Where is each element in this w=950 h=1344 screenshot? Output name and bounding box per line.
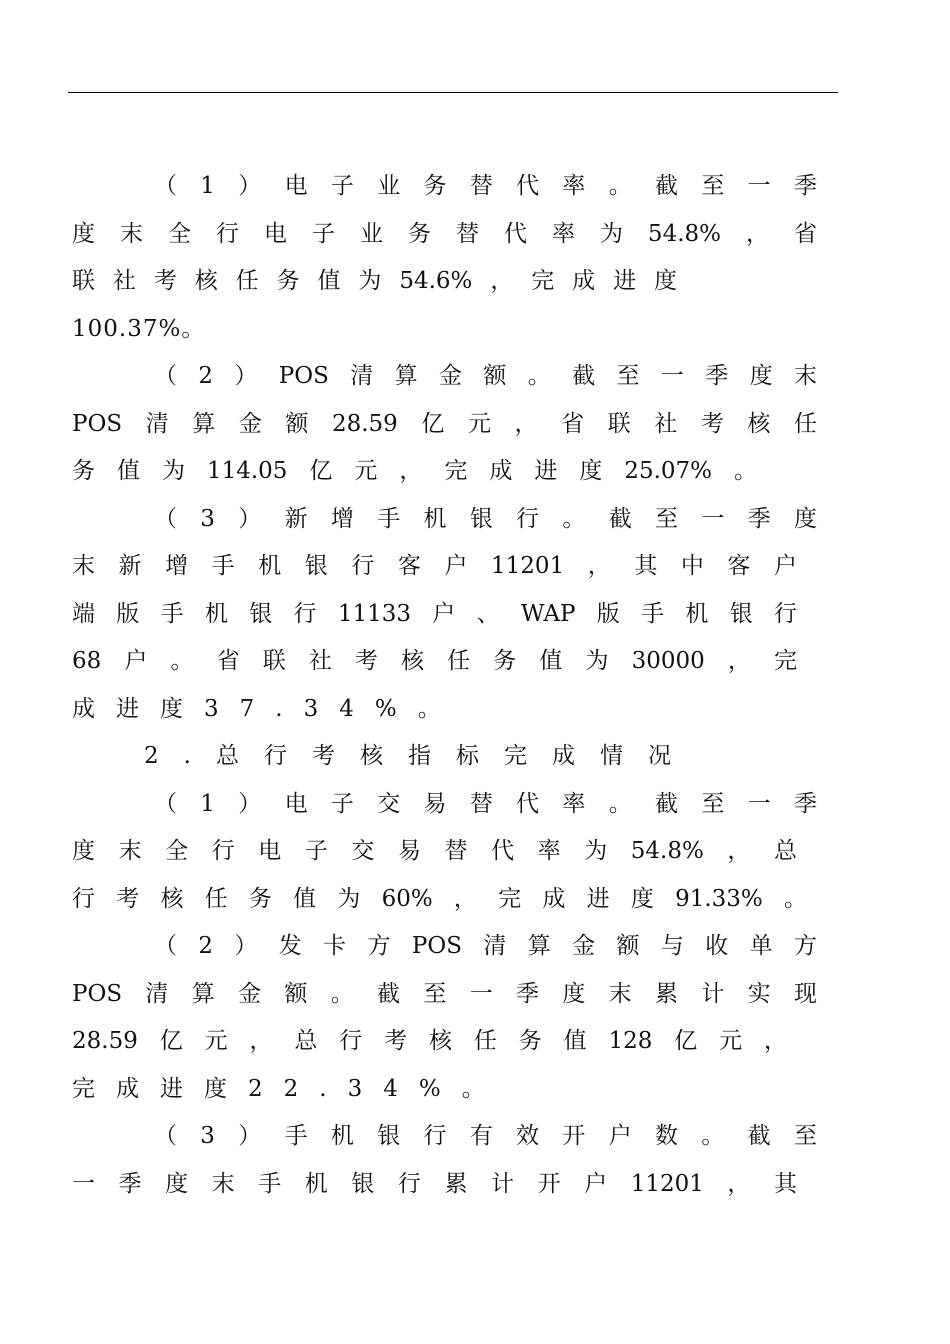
paragraph-line: 行考核任务值为60%，完成进度91.33%。 [72, 885, 807, 912]
paragraph-line: POS清算金额。截至一季度末累计实现 [72, 980, 817, 1007]
paragraph-line: 完成进度22.34%。 [72, 1075, 506, 1102]
paragraph-line: 一季度末手机银行累计开户11201，其 [72, 1170, 797, 1197]
section-heading: 2.总行考核指标完成情况 [144, 743, 696, 769]
paragraph-line: 端版手机银行11133户、WAP版手机银行 [72, 600, 797, 627]
paragraph-line: 末新增手机银行客户11201，其中客户 [72, 553, 797, 579]
paragraph-line: POS清算金额28.59亿元，省联社考核任 [72, 410, 817, 437]
paragraph-line: 务值为114.05亿元，完成进度25.07%。 [72, 458, 757, 484]
paragraph-line: （1）电子交易替代率。截至一季 [154, 790, 817, 817]
paragraph-line: 成进度37.34%。 [72, 695, 462, 722]
paragraph-line: （3）手机银行有效开户数。截至 [154, 1123, 817, 1149]
paragraph-line: 28.59亿元，总行考核任务值128亿元， [72, 1028, 787, 1054]
paragraph-line: 联社考核任务值为54.6%，完成进度 [72, 268, 677, 294]
document-body [72, 163, 817, 1208]
paragraph-line: 度末全行电子交易替代率为54.8%，总 [72, 838, 797, 864]
paragraph-line: 度末全行电子业务替代率为54.8%，省 [72, 220, 817, 247]
paragraph-line: 68户。省联社考核任务值为30000，完 [72, 648, 797, 674]
paragraph-line: （3）新增手机银行。截至一季度 [154, 505, 817, 532]
paragraph-line: 100.37%。 [72, 315, 206, 342]
paragraph-line: （1）电子业务替代率。截至一季 [154, 173, 817, 199]
header-rule [68, 92, 838, 93]
paragraph-line: （2）POS清算金额。截至一季度末 [154, 363, 817, 389]
paragraph-line: （2）发卡方POS清算金额与收单方 [154, 933, 817, 959]
